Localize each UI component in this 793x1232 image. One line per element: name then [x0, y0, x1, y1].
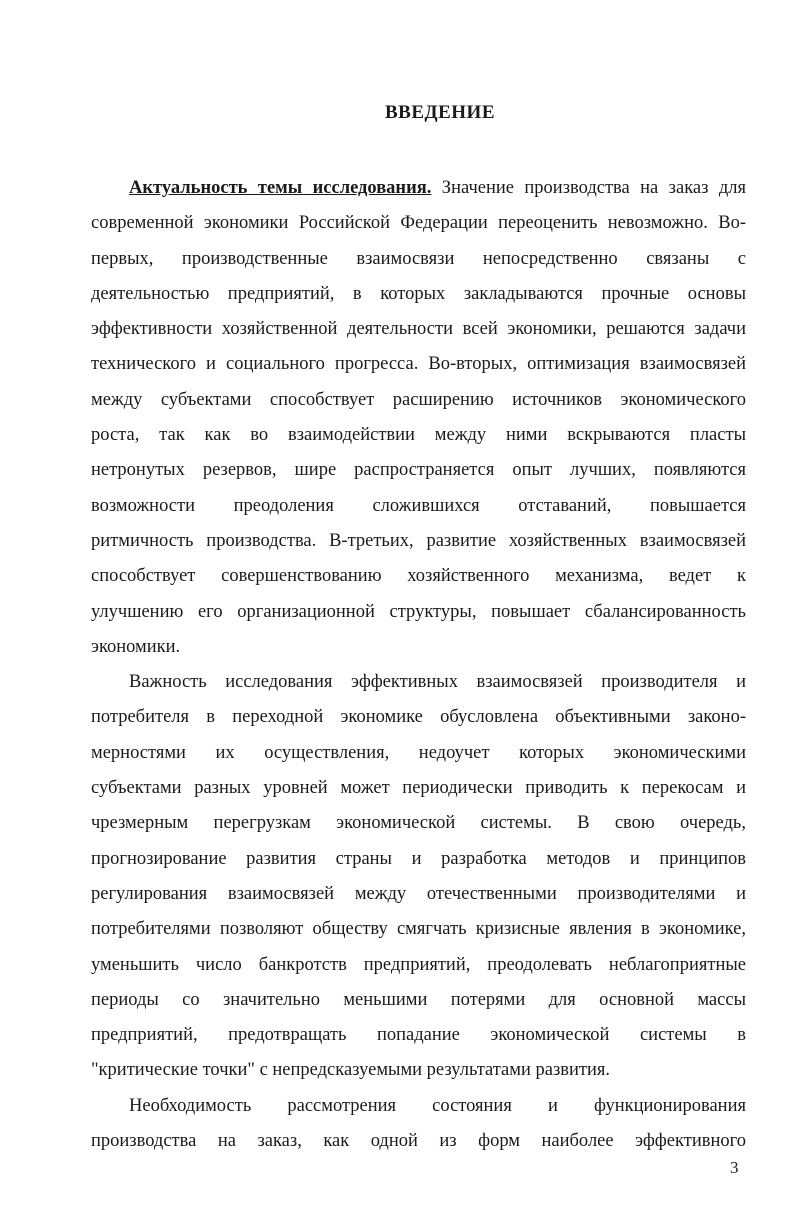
text-line: потребителями позволяют обществу смягчать кризисные явления в экономике, — [91, 919, 746, 940]
text-line: современной экономики Российской Федерации переоценить невозможно. Во- — [91, 213, 746, 234]
text-line: потребителя в переходной экономике обусловлена объективными законо- — [91, 707, 746, 728]
text-line: Необходимость рассмотрения состояния и функционирования — [129, 1095, 746, 1116]
text-line: периоды со значительно меньшими потерями для основной массы — [91, 989, 746, 1010]
text-line: уменьшить число банкротств предприятий, преодолевать неблагоприятные — [91, 954, 746, 975]
text-line: экономики. — [91, 636, 181, 657]
text-line-fragment: Значение производства на заказ для — [431, 178, 747, 198]
text-line: возможности преодоления сложившихся отставаний, повышается — [91, 495, 746, 516]
text-line: ритмичность производства. В-третьих, развитие хозяйственных взаимосвязей — [91, 530, 746, 551]
text-line: нетронутых резервов, шире распространяется опыт лучших, появляются — [91, 460, 746, 481]
text-line: улучшению его организационной структуры, повышает сбалансированность — [91, 601, 746, 622]
text-line: производства на заказ, как одной из форм наиболее эффективного — [91, 1131, 746, 1152]
text-line: деятельностью предприятий, в которых закладываются прочные основы — [91, 283, 746, 304]
text-line: первых, производственные взаимосвязи непосредственно связаны с — [91, 248, 746, 269]
lead-term: Актуальность темы исследования. — [129, 178, 432, 198]
text-line: технического и социального прогресса. Во-вторых, оптимизация взаимосвязей — [91, 354, 746, 375]
text-line: роста, так как во взаимодействии между ними вскрываются пласты — [91, 425, 746, 446]
page-number: 3 — [730, 1158, 739, 1177]
text-line: эффективности хозяйственной деятельности всей экономики, решаются задачи — [91, 319, 746, 340]
text-line: способствует совершенствованию хозяйственного механизма, ведет к — [91, 566, 746, 587]
text-line: мерностями их осуществления, недоучет которых экономическими — [91, 742, 746, 763]
text-line: регулирования взаимосвязей между отечественными производителями и — [91, 883, 746, 904]
text-line: Важность исследования эффективных взаимосвязей производителя и — [129, 672, 746, 693]
page-title: ВВЕДЕНИЕ — [385, 102, 495, 123]
text-line: предприятий, предотвращать попадание экономической системы в — [91, 1025, 746, 1046]
body-text — [91, 171, 746, 1159]
text-line: субъектами разных уровней может периодически приводить к перекосам и — [91, 778, 746, 799]
text-line: "критические точки" с непредсказуемыми результатами развития. — [91, 1060, 611, 1081]
text-line: прогнозирование развития страны и разработка методов и принципов — [91, 848, 746, 869]
text-line — [91, 171, 746, 206]
text-line: между субъектами способствует расширению источников экономического — [91, 389, 746, 410]
text-line: чрезмерным перегрузкам экономической системы. В свою очередь, — [91, 813, 746, 834]
